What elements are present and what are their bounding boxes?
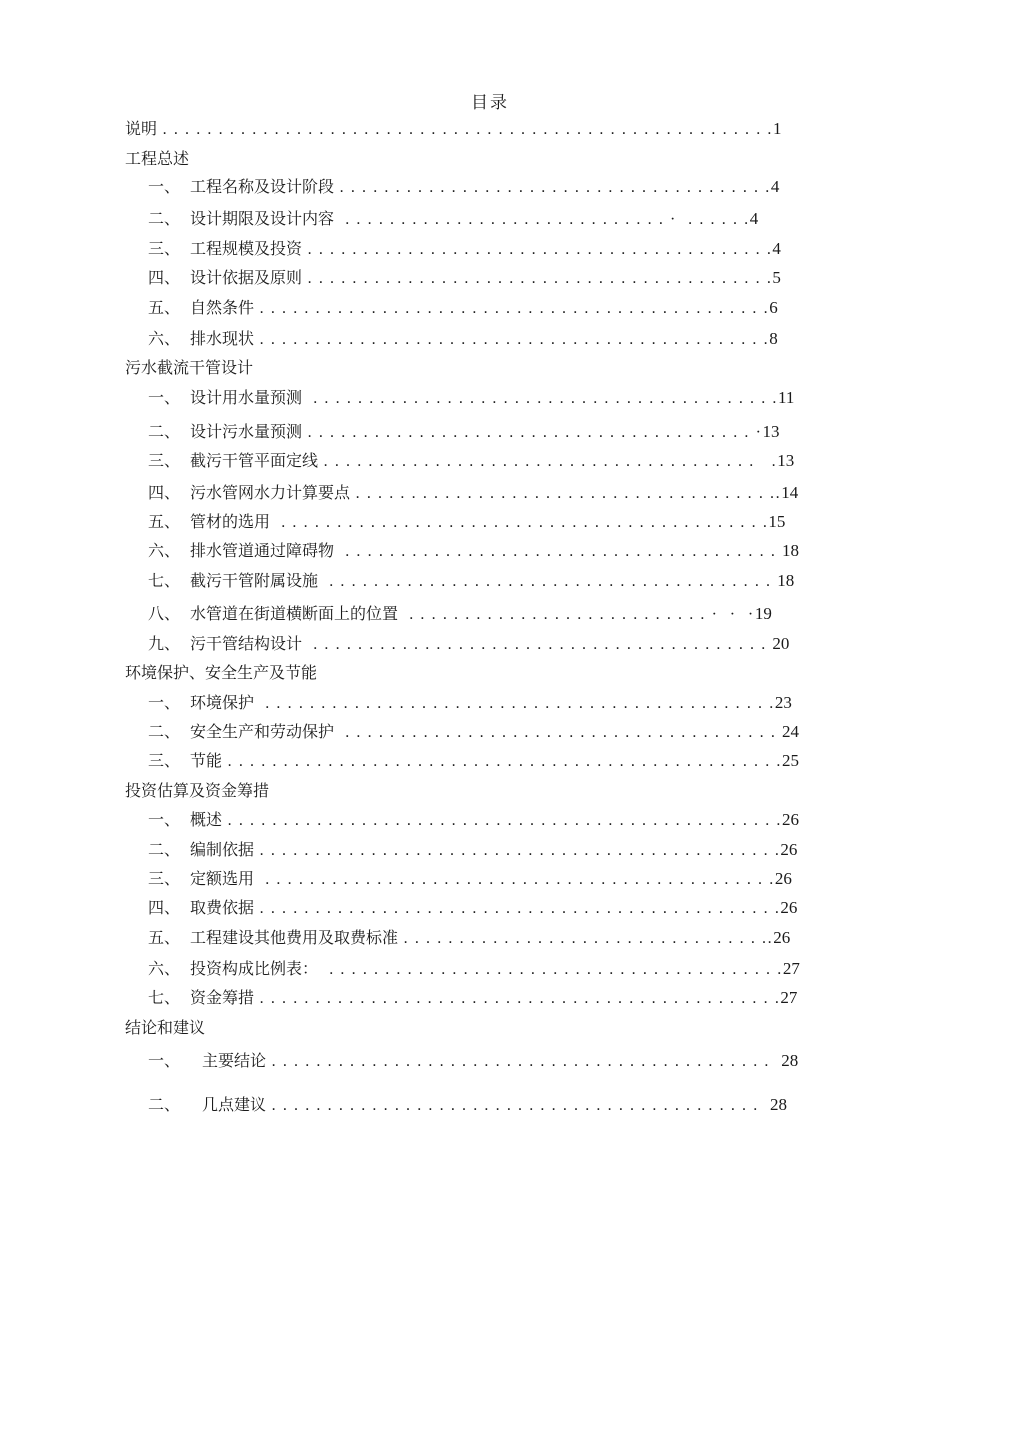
toc-entry: [148, 267, 781, 290]
toc-entry-number: 一、: [148, 388, 181, 407]
toc-page-number: 14: [781, 483, 799, 502]
toc-entry-title: 排水现状: [190, 329, 255, 348]
toc-dot-leader: . . . . . . . . . . . . . . . . . . . . . . . . . . . . . . . . . . . . . . . . . . . . . . .: [254, 842, 781, 859]
toc-entry-title: 编制依据: [190, 840, 255, 859]
toc-entry-number: 四、: [148, 898, 181, 917]
toc-page-number: 13: [762, 422, 780, 441]
toc-page-number: 27: [780, 988, 798, 1007]
toc-entry-number: 六、: [148, 329, 181, 348]
toc-entry-title: 说明: [125, 119, 158, 138]
toc-dot-leader: . . . . . . . . . . . . . . . . . . . . . . . . . . . . . . . . . . . . . . . . ·: [302, 424, 763, 441]
toc-entry-number: 五、: [148, 512, 181, 531]
toc-entry-title: 设计污水量预测: [190, 422, 303, 441]
toc-title: 目录: [471, 93, 509, 113]
toc-page-number: 4: [749, 209, 759, 228]
toc-entry: [148, 958, 800, 981]
toc-entry-title: 概述: [190, 810, 223, 829]
toc-entry: [148, 1050, 798, 1073]
toc-dot-leader: . . . . . . . . . . . . . . . . . . . . . . . . . . . . . . . . . . . . . . . . . . . . . . .: [254, 990, 781, 1007]
toc-entry-number: 六、: [148, 541, 181, 560]
toc-entry-title: 资金筹措: [190, 988, 255, 1007]
toc-dot-leader: . . . . . . . . . . . . . . . . . . . . . . . . . . . . . . . . . . . . . . . . . . . . . . . . . .: [222, 812, 783, 829]
toc-entry: [148, 897, 797, 920]
toc-entry: [148, 450, 794, 473]
toc-entry-title: 主要结论: [202, 1051, 267, 1070]
toc-entry-title: 取费依据: [190, 898, 255, 917]
toc-entry: [148, 387, 794, 410]
toc-entry-number: 二、: [148, 840, 181, 859]
toc-entry: [148, 868, 792, 891]
toc-entry: [148, 839, 797, 862]
toc-entry-number: 二、: [148, 1095, 181, 1114]
toc-dot-leader: . . . . . . . . . . . . . . . . . . . . . . . . . . . . . . . . . . . . . . . .: [318, 573, 778, 590]
toc-entry-number: 四、: [148, 268, 181, 287]
toc-page-number: 26: [780, 840, 798, 859]
toc-dot-leader: . . . . . . . . . . . . . . . . . . . . . . . . . . . . . . . . . . . . . . . . .: [318, 961, 783, 978]
toc-entry-number: 一、: [148, 1051, 181, 1070]
toc-page-number: 26: [780, 898, 798, 917]
toc-dot-leader: . . . . . . . . . . . . . . . . . . . . . . . . . . . . . . . . . . . . . . . . . . . .: [270, 514, 769, 531]
toc-entry-number: 五、: [148, 928, 181, 947]
toc-page-number: 25: [782, 751, 800, 770]
toc-dot-leader: . . . . . . . . . . . . . . . . . . . . . . . . . . . . . · . . . . . .: [334, 211, 750, 228]
toc-entry-number: 七、: [148, 988, 181, 1007]
toc-page-number: 1: [773, 119, 782, 138]
toc-entry: [148, 208, 758, 231]
toc-entry: [148, 750, 799, 773]
toc-entry: [148, 540, 799, 563]
toc-page-number: 28: [781, 1051, 799, 1070]
toc-entry: [148, 987, 797, 1010]
toc-section-heading: [125, 662, 317, 684]
toc-entry-title: 设计期限及设计内容: [190, 209, 335, 228]
toc-entry: [148, 328, 778, 351]
toc-entry-title: 投资估算及资金筹措: [125, 781, 270, 800]
toc-entry-title: 自然条件: [190, 298, 255, 317]
toc-page-number: 6: [769, 298, 778, 317]
toc-entry-title: 工程名称及设计阶段: [190, 177, 335, 196]
toc-entry-title: 污干管结构设计: [190, 634, 303, 653]
toc-dot-leader: . . . . . . . . . . . . . . . . . . . . . . . . . . . . . . . . ..: [398, 930, 774, 947]
toc-entry-number: 五、: [148, 298, 181, 317]
toc-dot-leader: . . . . . . . . . . . . . . . . . . . . . . . . . . . . . . . . . . . . . . .: [334, 179, 771, 196]
toc-dot-leader: . . . . . . . . . . . . . . . . . . . . . . . . . . . . . . . . . . . . . . .: [334, 724, 783, 741]
toc-entry: [148, 176, 779, 199]
toc-page-number: 4: [770, 177, 780, 196]
toc-page-number: 18: [782, 541, 800, 560]
toc-entry-title: 排水管道通过障碍物: [190, 541, 335, 560]
toc-entry-title: 污水截流干管设计: [125, 358, 254, 377]
toc-dot-leader: . . . . . . . . . . . . . . . . . . . . . . . . . . . . . . . . . . . . . . . . . . . . . . . . . .: [222, 753, 783, 770]
toc-entry: [148, 603, 772, 626]
toc-page-number: 20: [772, 634, 790, 653]
toc-entry-number: 一、: [148, 693, 181, 712]
toc-dot-leader: . . . . . . . . . . . . . . . . . . . . . . . . . . . · · ·: [398, 606, 755, 623]
toc-entry-number: 四、: [148, 483, 181, 502]
toc-page-number: 19: [754, 604, 772, 623]
toc-dot-leader: . . . . . . . . . . . . . . . . . . . . . . . . . . . . . . . . . . . . . . . . . . . . . .: [254, 331, 770, 348]
toc-entry-number: 二、: [148, 722, 181, 741]
toc-entry-number: 三、: [148, 751, 181, 770]
toc-entry: [148, 482, 798, 505]
toc-entry-title: 定额选用: [190, 869, 255, 888]
toc-entry: [148, 927, 790, 950]
toc-dot-leader: . . . . . . . . . . . . . . . . . . . . . . . . . . . . . . . . . . . . . . . . . . . . . .: [254, 871, 775, 888]
toc-entry: [148, 633, 789, 656]
toc-dot-leader: . . . . . . . . . . . . . . . . . . . . . . . . . . . . . . . . . . . . . . . . . . . .: [266, 1097, 771, 1114]
toc-entry-title: 几点建议: [202, 1095, 267, 1114]
toc-entry: [148, 809, 799, 832]
toc-entry-number: 二、: [148, 209, 181, 228]
toc-entry-number: 一、: [148, 810, 181, 829]
toc-dot-leader: . . . . . . . . . . . . . . . . . . . . . . . . . . . . . . . . . . . . . . . . . .: [302, 390, 779, 407]
toc-dot-leader: . . . . . . . . . . . . . . . . . . . . . . . . . . . . . . . . . . . . . . . . .: [302, 636, 773, 653]
toc-entry-title: 水管道在街道横断面上的位置: [190, 604, 399, 623]
toc-entry-title: 截污干管附属设施: [190, 571, 319, 590]
toc-entry: [148, 692, 792, 715]
toc-dot-leader: . . . . . . . . . . . . . . . . . . . . . . . . . . . . . . . . . . . . . . . . . .: [302, 270, 773, 287]
toc-entry: [148, 297, 778, 320]
toc-dot-leader: . . . . . . . . . . . . . . . . . . . . . . . . . . . . . . . . . . . . . . . .: [318, 453, 778, 470]
toc-page-number: 26: [774, 869, 792, 888]
toc-entry-title: 设计用水量预测: [190, 388, 303, 407]
toc-entry-number: 七、: [148, 571, 181, 590]
toc-entry-title: 管材的选用: [190, 512, 271, 531]
toc-dot-leader: . . . . . . . . . . . . . . . . . . . . . . . . . . . . . . . . . . . . . . . . . . . . . . . . . . . . . . .: [157, 121, 774, 138]
toc-page-number: 5: [772, 268, 781, 287]
toc-entry-number: 九、: [148, 634, 181, 653]
toc-entry: [148, 570, 794, 593]
toc-section-heading: [125, 118, 782, 141]
toc-page-number: 13: [777, 451, 795, 470]
toc-page-number: 26: [773, 928, 791, 947]
toc-dot-leader: . . . . . . . . . . . . . . . . . . . . . . . . . . . . . . . . . . . . . . . . . .: [302, 241, 773, 258]
toc-page-number: 11: [778, 388, 795, 407]
toc-entry-title: 环境保护: [190, 693, 255, 712]
toc-dot-leader: . . . . . . . . . . . . . . . . . . . . . . . . . . . . . . . . . . . . . . . . . . . . . . .: [254, 900, 781, 917]
toc-page-number: 24: [782, 722, 800, 741]
toc-entry-number: 八、: [148, 604, 181, 623]
toc-dot-leader: . . . . . . . . . . . . . . . . . . . . . . . . . . . . . . . . . . . . . . . . . . . . . .: [254, 300, 770, 317]
toc-section-heading: [125, 357, 253, 379]
toc-page-number: 26: [782, 810, 800, 829]
toc-entry-title: 安全生产和劳动保护: [190, 722, 335, 741]
toc-entry-title: 工程规模及投资: [190, 239, 303, 258]
toc-section-heading: [125, 148, 189, 170]
toc-dot-leader: . . . . . . . . . . . . . . . . . . . . . . . . . . . . . . . . . . . . . . . . . . . . . .: [254, 695, 775, 712]
toc-entry: [148, 511, 785, 534]
toc-entry-title: 污水管网水力计算要点: [190, 483, 351, 502]
toc-entry-number: 三、: [148, 239, 181, 258]
toc-section-heading: [125, 1017, 205, 1039]
toc-entry-title: 截污干管平面定线: [190, 451, 319, 470]
toc-page-number: 15: [768, 512, 786, 531]
toc-entry-title: 环境保护、安全生产及节能: [125, 663, 318, 682]
toc-entry: [148, 721, 799, 744]
toc-entry-number: 六、: [148, 959, 181, 978]
toc-entry: [148, 1094, 787, 1117]
toc-entry-title: 工程建设其他费用及取费标准: [190, 928, 399, 947]
toc-dot-leader: . . . . . . . . . . . . . . . . . . . . . . . . . . . . . . . . . . . . . . .: [334, 543, 783, 560]
toc-entry: [148, 421, 780, 444]
toc-page-number: 27: [782, 959, 800, 978]
toc-entry-title: 工程总述: [125, 149, 190, 168]
toc-entry-number: 三、: [148, 451, 181, 470]
toc-entry-title: 设计依据及原则: [190, 268, 303, 287]
toc-page-number: 8: [769, 329, 778, 348]
toc-dot-leader: . . . . . . . . . . . . . . . . . . . . . . . . . . . . . . . . . . . . . . . . . . . . .: [266, 1053, 782, 1070]
toc-entry-title: 节能: [190, 751, 223, 770]
toc-entry-number: 二、: [148, 422, 181, 441]
toc-dot-leader: . . . . . . . . . . . . . . . . . . . . . . . . . . . . . . . . . . . . . ..: [350, 485, 782, 502]
toc-section-heading: [125, 780, 269, 802]
toc-entry-title: 投资构成比例表：: [190, 959, 319, 978]
toc-entry-number: 一、: [148, 177, 181, 196]
toc-entry-number: 三、: [148, 869, 181, 888]
toc-page-number: 4: [772, 239, 781, 258]
toc-page-number: 28: [770, 1095, 788, 1114]
toc-entry-title: 结论和建议: [125, 1018, 206, 1037]
toc-page-number: 18: [777, 571, 795, 590]
toc-page-number: 23: [774, 693, 792, 712]
toc-entry: [148, 238, 781, 261]
